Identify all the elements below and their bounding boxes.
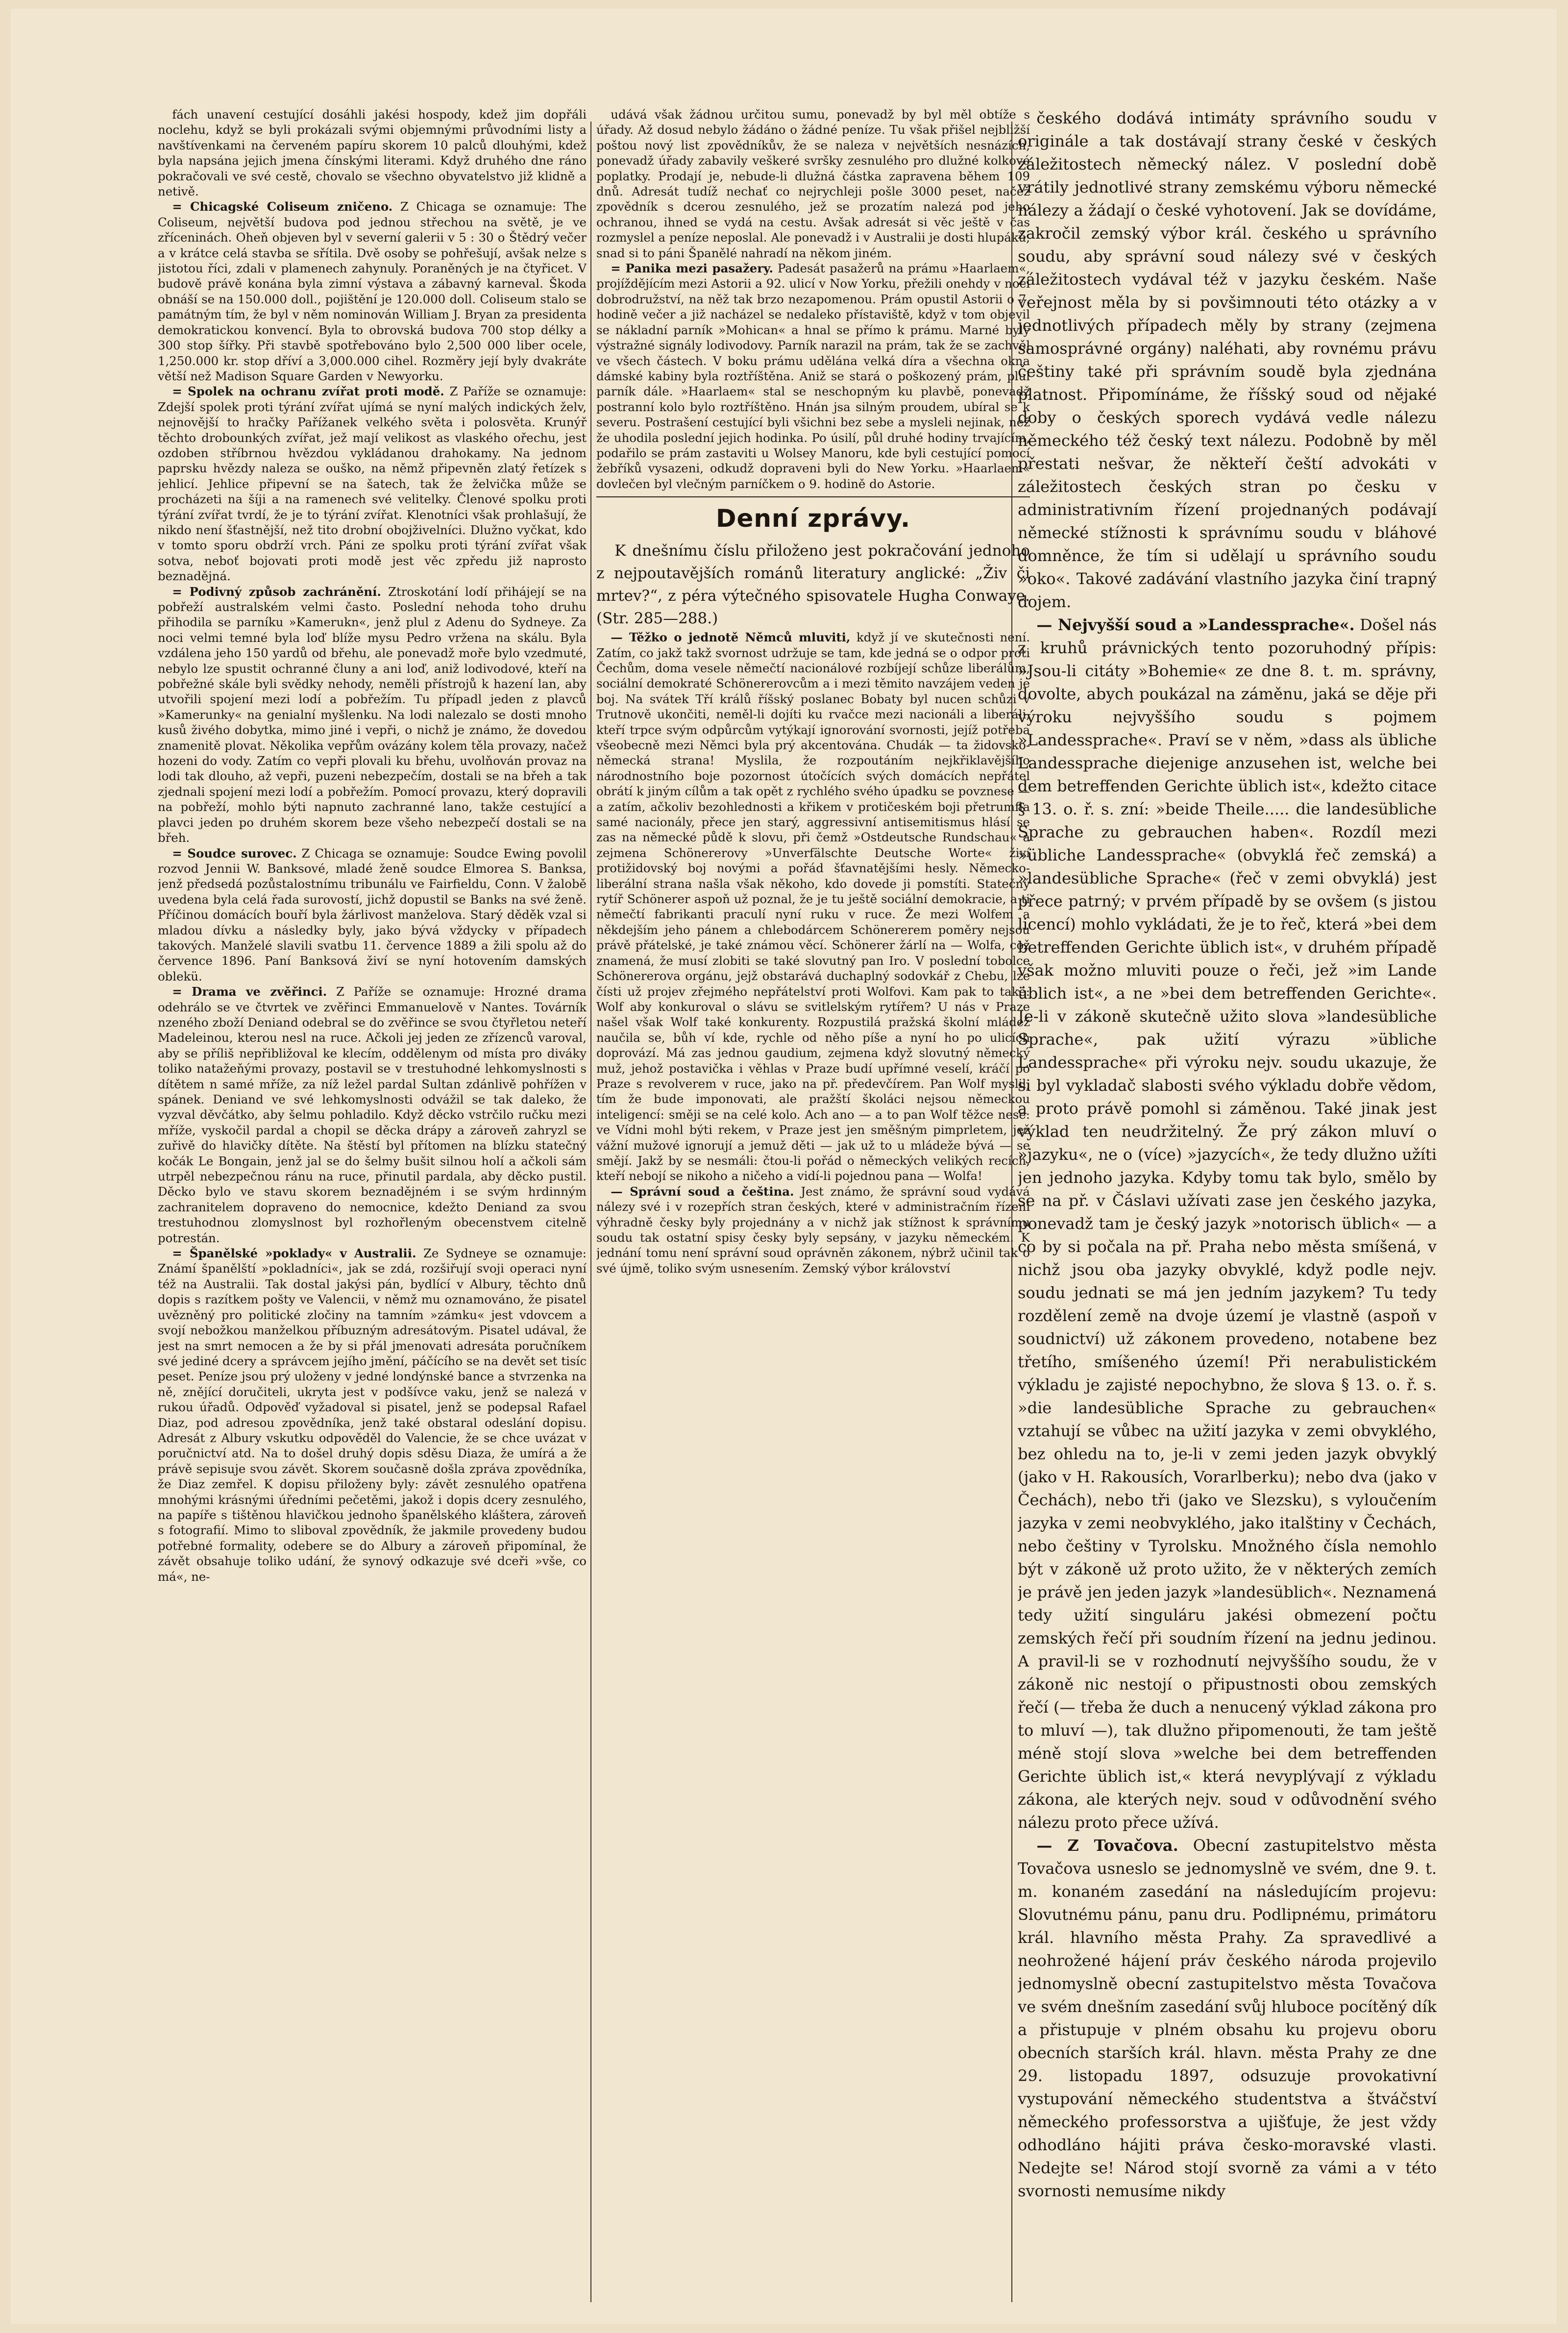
- article-heading: = Panika mezi pasažery.: [611, 261, 773, 276]
- article-heading: = Chicagské Coliseum zničeno.: [172, 199, 393, 214]
- article-body: Obecní zastupitelstvo města Tovačova usneslo se jednomyslně ve svém, dne 9. t. m. konaném zasedání na následujícím projevu: Slovutnému pánu, panu dru. Podlipnému, primátoru král. hlavního města Prahy. Za spravedlivé a neohrožené hájení práv českého národa projevilo jednomyslně obecní zastupitelstvo města Tovačova ve svém dnešním zasedání svůj hluboce pocítěný dík a přistupuje v plném obsahu ku projevu oboru obecních starších král. hlavn. města Prahy ze dne 29. listopadu 1897, odsuzuje provokativní vystupování německého studentstva a štváčství německého professorstva a ujišťuje, že jest vždy odhodláno hájiti práva česko-moravské vlasti. Nedejte se! Národ stojí svorně za vámi a v této svornosti nemusíme nikdy: [1018, 1836, 1437, 2200]
- newspaper-page: [11, 9, 1557, 2324]
- article-body: Z Paříže se oznamuje: Zdejší spolek proti týrání zvířat ujímá se nyní malých indických želv, nejnovější to hračky Pařížanek velkého světa i polosvěta. Krunýř těchto drobounkých zvířat, jež mají velikost as vlaského ořechu, jest ozdoben stříbrnou hvězdou vykládanou drahokamy. Na jednom paprsku hvězdy naleza se ouško, na němž připevněn zlatý řetízek s jehlicí. Jehlice připevní se na šatech, tak že želvička může se procházeti na šíji a na ramenech své velitelky. Členové spolku proti týrání zvířat tvrdí, že je to týrání zvířat. Klenotníci však prohlašují, že nikdo není šťastnější, než tito drobní obojživelníci. Dlužno vyčkat, kdo v tomto sporu obdrží vrch. Páni ze spolku proti týrání zvířat však sotva, neboť bojovati proti modě jest věc zpředu již naprosto beznadějná.: [158, 384, 587, 584]
- section-divider: [596, 496, 1030, 497]
- column-rule: [590, 122, 591, 2302]
- article-body: Ztroskotání lodí přihájejí se na pobřeží australském velmi často. Poslední nehoda toho druhu přihodila se parníku »Kamerukn«, jenž plul z Adenu do Sydneye. Za noci velmi temné byla loď blíže mysu Pedro vržena na skálu. Byla vzdálena jeho 150 yardů od břehu, ale ponevadž moře bylo vzedmuté, nebylo lze spustit ochranné čluny a ani loď, aniž lodivodové, kteří na pobřežné skále byli svědky nehody, neměli přístrojů k hazení lan, aby utvořili spojení mezi lodí a pobřežím. Tu případl jeden z plavců »Kamerunky« na genialní myšlenku. Na lodi nalezalo se dosti mnoho kusů živého dobytka, mimo jiné i vepři, o nichž je známo, že dovedou znamenitě plovat. Několika vepřům ovázány kolem těla provazy, načež hozeni do vody. Zatím co vepři plovali ku břehu, uvolňován provaz na lodi tak dlouho, až vepři, puzeni nebezpečím, dostali se na břeh a tak zjednali spojení mezi lodí a pobřežím. Pomocí provazu, který dopravili na pobřeží, mohlo býti napnuto zachranné lano, takže cestující a plavci jeden po druhém skorem beze všeho nebezpečí dostali se na břeh.: [158, 584, 587, 845]
- article-paragraph: českého dodává intimáty správního soudu v originále a tak dostávají strany české v českých záležitostech německý nález. V poslední době vrátily jednotlivé strany zemskému výboru německé nálezy a žádají o české vyhotovení. Jak se dovídáme, zakročil zemský výbor král. českého u správního soudu, aby správní soud nálezy své v českých záležitostech vydával též v jazyku českém. Naše veřejnost měla by si povšimnouti této otázky a v jednotlivých případech měly by strany (zejmena samosprávné orgány) naléhati, aby rovnému právu češtiny také při správním soudě byla zjednána platnost. Připomínáme, že říšský soud od nějaké doby o českých sporech vydává vedle nálezu německého též český text nálezu. Podobně by měl přestati nešvar, že někteří čeští advokáti v záležitostech českých stran po česku v administrativním řízení projednaných podávají německé stížnosti k správnímu soudu v bláhové domněnce, že tím si udělají u správního soudu »oko«. Takové zadávání vlastního jazyka činí trapný dojem.: [1018, 109, 1437, 611]
- article-chicago-coliseum: [158, 199, 587, 384]
- article-body: Z Chicaga se oznamuje: Soudce Ewing povolil rozvod Jennii W. Banksové, mladé ženě soudce Elmorea S. Banksa, jenž předsedá pozůstalostnímu tribunálu ve Fairfieldu, Conn. V žalobě uvedena byla celá řada surovostí, jichž dopustil se Banks na své ženě. Příčinou domácích bouří byla žárlivost manželova. Starý děděk vzal si mladou dívku a následky byly, jako bývá vždycky v případech takových. Manželé slavili svatbu 11. července 1889 a žili spolu až do července 1896. Paní Banksová živí se nyní hotovením damských oblekü.: [158, 846, 587, 983]
- article-body: Z Chicaga se oznamuje: The Coliseum, největší budova pod jednou střechou na světě, je ve zříceninách. Oheň objeven byl v severní galerii v 5 : 30 o Štědrý večer a v krátce celá stavba se sřítila. Dvě osoby se pohřešují, avšak nelze s jistotou říci, zdali v plamenech zahynuly. Poraněných je na čtyřicet. V budově právě konána byla zimní výstava a zábavný karneval. Škoda obnáší se na 150.000 doll., pojištění je 120.000 doll. Coliseum stalo se památným tím, že byl v něm nominován William J. Bryan za presidenta demokratickou konvencí. Byla to obrovská budova 700 stop délky a 300 stop šířky. Při stavbě spotřebováno bylo 2,500 000 liber ocele, 1,250.000 kr. stop dříví a 3,000.000 cihel. Rozměry její byly dvakráte větší než Madison Square Garden v Newyorku.: [158, 199, 587, 383]
- supplement-notice: K dnešnímu číslu přiloženo jest pokračování jednoho z nejpoutavějších románů literatury anglické: „Živ či mrtev?“, z péra výtečného spisovatele Hugha Conwaye. (Str. 285—288.): [596, 542, 1030, 628]
- article-animal-protection: [158, 384, 587, 584]
- article-heading: = Drama ve zvěřinci.: [172, 984, 327, 999]
- section-title: Denní zprávy.: [715, 504, 911, 533]
- article-paragraph: udává však žádnou určitou sumu, ponevadž by byl měl obtíže s úřady. Až dosud nebylo žádáno o žádné peníze. Tu však přišel nejbližší poštou nový list zpovědníkův, že se naleza v největších nesnázích, ponevadž úřady zabavily veškeré svršky zesnulého pro dlužné kolkové poplatky. Prodají je, nebude-li dlužná částka zapravena během 109 dnů. Adresát tudíž nechať co nejrychleji pošle 3000 peset, načež zpovědník s dcerou zesnulého, jež se prozatím nalezá pod jeho ochranou, ihned se vydá na cestu. Avšak adresát si věc ještě v čas rozmyslel a peníze neposlal. Ale ponevadž i v Australii je dosti hlupáků, snad si to páni Španělé nahradí na někom jiném.: [596, 107, 1030, 260]
- article-supreme-court: [1018, 614, 1437, 1834]
- article-spanish-treasures: [158, 1246, 587, 1584]
- article-body: Ze Sydneye se oznamuje: Známí španělští »pokladníci«, jak se zdá, rozšiřují svoji operaci nyní též na Australii. Tak dostal jakýsi pán, bydlící v Albury, těchto dnů dopis s razítkem pošty ve Valencii, v němž mu oznamováno, že pisatel uvězněný pro politické zločiny na tamním »zámku« jest vdovcem a svojí nebožkou manželkou příbuzným adresátovým. Pisatel udával, že jest na smrt nemocen a že by si přál jmenovati adresáta poručníkem své jediné dcery a správcem jejího jmění, páčícího se na devět set tisíc peset. Peníze jsou prý uloženy v jedné londýnské bance a stvrzenka na ně, znějící doručiteli, ukryta jest v podšívce vaku, jenž se nalezá v rukou úřadů. Odpověď vyžadoval si pisatel, jenž se podepsal Rafael Diaz, pod adresou zpovědníka, jenž také obstaral odeslání dopisu. Adresát z Albury vskutku odpověděl do Valencie, že se chce uvázat v poručnictví atd. Na to došel druhý dopis sděsu Diaza, že umírá a že právě sepisuje svou závět. Skorem současně došla zpráva zpovědníka, že Diaz zemřel. K dopisu přiloženy byly: závět zesnulého opatřena mnohými krásnými úředními pečetěmi, jakož i dopis dcery zesnulého, na papíře s tištěnou hlavičkou jednoho španělského kláštera, zároveň s fotografií. Mimo to sliboval zpovědník, že jakmile provedeny budou potřebné formality, odebere se do Albury a zároveň připomínal, že závět obsahuje toliko udání, že synový odkazuje své dceři »vše, co má«, ne-: [158, 1246, 587, 1584]
- article-court-czech: [596, 1184, 1030, 1276]
- article-body: Došel nás z kruhů právnických tento pozoruhodný přípis: »Jsou-li citáty »Bohemie« ze dne 8. t. m. správny, dovolte, abych poukázal na záměnu, jaká se děje při výroku nejvyššího soudu s pojmem »Landessprache«. Praví se v něm, »dass als übliche Landessprache diejenige anzusehen ist, welche bei dem betreffenden Gerichte üblich ist«, kdežto citace § 13. o. ř. s. zní: »beide Theile..... die landesübliche Sprache zu gebrauchen haben«. Rozdíl mezi »übliche Landessprache« (obvyklá řeč zemská) a »landesübliche Sprache« (řeč v zemi obvyklá) jest přece patrný; v prvém případě by se ovšem (s jistou licencí) mohlo vykládati, že je to řeč, která »bei dem betreffenden Gerichte üblich ist«, v druhém případě však možno mluviti pouze o řeči, jež »im Lande üblich ist«, a ne »bei dem betreffenden Gerichte«. Je-li v zákoně skutečně užito slova »landesübliche Sprache«, pak užití výrazu »übliche Landessprache« při výroku nejv. soudu ukazuje, že si byl vykladač slabosti svého výkladu dobře vědom, a proto právě pomohl si záměnou. Také jinak jest výklad ten neudržitelný. Že prý zákon mluví o »jazyku«, ne o (více) »jazycích«, že tedy dlužno užíti jen jednoho jazyka. Kdyby tomu tak bylo, smělo by se na př. v Čáslavi užívati zase jen českého jazyka, ponevadž tam je český jazyk »notorisch üblich« — a co by si počala na př. Praha nebo města smíšená, v nichž jsou oba jazyky obvyklé, když podle nejv. soudu jednati se má jen jedním jazykem? Tu tedy rozdělení země na dvoje území je vlastně (aspoň v soudnictví) už zákonem provedeno, notabene bez třetího, smíšeného území! Při nerabulistickém výkladu je zajisté nepochybno, že slova § 13. o. ř. s. »die landesübliche Sprache zu gebrauchen« vztahují se vůbec na užití jazyka v zemi obvyklého, bez ohledu na to, je-li v zemi jeden jazyk obvyklý (jako v H. Rakousích, Vorarlberku); nebo dva (jako v Čechách), nebo tři (jako ve Slezsku), s vyloučením jazyka v zemi neobvyklého, jako italštiny v Čechách, nebo češtiny v Tyrolsku. Množného čísla nemohlo být v zákoně už proto užito, že v některých zemích je právě jen jeden jazyk »landesüblich«. Neznamená tedy užití singuláru jakési obmezení počtu zemských řečí při soudním řízení na jednu jedinou. A pravil-li se v rozhodnutí nejvyššího soudu, že v zákoně nic nestojí o připustnosti obou zemských řečí (— třeba že duch a nenucený výklad zákona pro to mluví —), tak dlužno připomenouti, že tam ještě méně stojí slova »welche bei dem betreffenden Gerichte üblich ist,« která nevyplývají z výkladu zákona, ale kterých nejv. soud v odůvodnění svého nálezu proto přece užívá.: [1018, 615, 1437, 1832]
- article-heading: = Spolek na ochranu zvířat proti modě.: [172, 384, 444, 399]
- article-body: když jí ve skutečnosti není. Zatím, co jakž takž svornost udržuje se tam, kde jedná se o odpor proti Čechům, doma vesele němečtí nacionálové rozbíjejí schůze liberálům, sociální demokraté Schönererovcům a i mezi těmito navzájem veden je boj. Na svátek Tří králů říšský poslanec Bobaty byl nucen schůzi v Trutnově ukončiti, neměl-li dojíti ku rvačce mezi nacionáli a liberáli, kteří trpce svým odpůrcům vytýkají ignorování svornosti, jejíž potřeba všeobecně mezi Němci byla prý akcentována. Chudák — ta židovsko-německá strana! Myslila, že rozpoutáním nejkřiklavějšího národnostního boje pozornost útočících svých domácích nepřátel obrátí k jiným cílům a tak opět z rychlého svého úpadku se povznese — a zatím, ačkoliv bezohlednosti a křikem v protičeském boji přetrumfla samé nacionály, přece jen starý, aggressivní antisemitismus hlásí se zas na německé půdě k slovu, při čemž »Ostdeutsche Rundschau« a zejmena Schönererovy »Unverfälschte Deutsche Worte« živí protižidovský boj novými a pořád šťavnatějšími hesly. Německo-liberální strana našla však někoho, kdo dovede ji pomstíti. Statečný rytíř Schönerer aspoň už poznal, že je tu ještě sociální demokracie, a ti němečtí fabrikanti praculí nyní ruku v ruce. Že mezi Wolfem a někdejším jeho pánem a chlebodárcem Schönererem poměry nejsou právě přátelské, je také známou věcí. Schönerer žárlí na — Wolfa, což znamená, že musí zlobiti se také slovutný pan Iro. V poslední tobolce Schönererova orgánu, jejž obstarává duchaplný sodovkář z Chebu, lze čísti už projev zřejmého nepřátelství proti Wolfovi. Kam pak to také: Wolf aby konkuroval o slávu se svitlelským rytířem? U nás v Praze našel však Wolf také konkurenty. Rozpustilá pražská školní mládež naučila se, bůh ví kde, rychle od něho píše a nyní ho po ulicích doprovází. Má zas jednou gaudium, zejmena když slovutný německý muž, jehož postavička i věhlas v Praze budí upřímné veselí, kráčí po Praze s revolverem v ruce, jako na př. předevčírem. Pan Wolf myslil, tím že bude imponovati, ale pražští školáci nejsou německou inteligencí: směji se na celé kolo. Ach ano — a to pan Wolf těžce nese: ve Vídni mohl býti rekem, v Praze jest jen směšným pimprletem, jež vážní mužové ignorují a jemuž děti — jak už to u mládeže bývá — se smějí. Jakž by se nesmáli: čtou-li pořád o německých velikých recích, kteří nebojí se nikoho a ničeho a vidí-li pojednou pana — Wolfa!: [596, 630, 1030, 1183]
- article-passenger-panic: [596, 261, 1030, 491]
- article-heading: — Nejvyšší soud a »Landessprache«.: [1036, 615, 1355, 634]
- column-2: [596, 107, 1030, 2297]
- article-zoo-drama: [158, 984, 587, 1246]
- article-heading: = Španělské »poklady« v Australii.: [172, 1246, 416, 1261]
- article-tovacov: [1018, 1834, 1437, 2203]
- article-brutal-judge: [158, 846, 587, 984]
- article-paragraph: fách unavení cestující dosáhli jakési hospody, kdež jim dopřáli noclehu, když se byli prokázali svými objemnými průvodními listy a navštívenkami na červeném papíru skorem 10 palců dlouhými, kdež byla napsána jejich jmena čínskými literami. Když druhého dne ráno pokračovali ve své cestě, chovalo se všechno obyvatelstvo již klidně a netivě.: [158, 107, 587, 199]
- article-body: Padesát pasažerů na prámu »Haarlaem«, projíždějícím mezi Astorii a 92. ulicí v Now Yorku, přežili onehdy v noci dobrodružství, na něž tak brzo nezapomenou. Prám opustil Astorii o 7. hodině večer a již nacházel se nedaleko přístaviště, když v tom objevil se nákladní parník »Mohican« a hnal se přímo k prámu. Marné byly výstražné signály lodivodovy. Parník narazil na prám, tak že se zachvěl ve všech částech. V boku prámu udělána velká díra a všechna okna dámské kabiny byla roztříštěna. Aniž se stará o poškozený prám, plul parník dále. »Haarlaem« stal se neschopným ku plavbě, ponevadž postranní kolo bylo roztříštěno. Hnán jsa silným proudem, ubíral se k severu. Postrašení cestující byli všichni bez sebe a mysleli nejinak, než že uhodila poslední jejich hodinka. Po úsilí, půl druhé hodiny trvajícím, podařilo se prám zastaviti u Wolsey Manoru, kde byli cestující pomocí žebříků vysazeni, odkudž dopraveni byli do New Yorku. »Haarlaem« dovlečen byl vlečným parníčkem o 9. hodině do Astorie.: [596, 261, 1030, 491]
- article-body: Z Paříže se oznamuje: Hrozné drama odehrálo se ve čtvrtek ve zvěřinci Emmanuelově v Nantes. Továrník nzeného zboží Deniand odebral se do zvěřince se svou čtyřletou neteří Madeleinou, kterou nesl na ruce. Ačkoli jej jeden ze zřízenců varoval, aby se příliš nepřibližoval ke klecím, oddělenym od místa pro diváky toliko natažeňými provazy, postavil se v trestuhodné lehkomyslnosti s dítětem n samé mříže, za níž ležel pardal Sultan zdánlivě pohřížen v spánek. Deniand ve své lehkomyslnosti odvážil se tak daleko, že vyzval děvčátko, aby šelmu pohladilo. Když děcko vstrčilo ručku mezi mříže, vyskočil pardal a chopil se děcka drápy a zároveň zahryzl se zuřivě do hlavičky dítěte. Na štěstí byl přítomen na blízku statečný kočák Le Bongain, jenž jal se do šelmy bušit silnou holí a ačkoli sám utrpěl nebezpečnou ránu na ruce, přinutil pardala, aby děcko pustil. Děcko bylo ve stavu skorem beznadějném i se svým hrdinným zachranitelem dopraveno do nemocnice, kdežto Deniand za svou trestuhodnou zlomyslnost byl rozhořleným obecenstvem citelně potrestán.: [158, 984, 587, 1245]
- article-german-unity: [596, 630, 1030, 1184]
- article-heading: = Podivný způsob zachránění.: [172, 584, 381, 599]
- article-heading: = Soudce surovec.: [172, 846, 297, 860]
- article-strange-rescue: [158, 584, 587, 846]
- column-3: [1018, 107, 1437, 2297]
- article-heading: — Z Tovačova.: [1036, 1836, 1178, 1855]
- article-heading: — Správní soud a čeština.: [611, 1184, 794, 1199]
- article-heading: — Těžko o jednotě Němců mluviti,: [611, 630, 851, 645]
- column-1: [158, 107, 587, 2297]
- article-body: Jest známo, že správní soud vydává nálezy své i v rozepřích stran českých, které v administračním řízení výhradně česky byly projednány a v nichž jak stížnost k správnímu soudu tak ostatní spisy česky byly sepsány, v jazyku německém. K jednání tomu není správní soud oprávněn zákonem, nýbrž učinil tak o své újmě, toliko svým usnesením. Zemský výbor království: [596, 1184, 1030, 1276]
